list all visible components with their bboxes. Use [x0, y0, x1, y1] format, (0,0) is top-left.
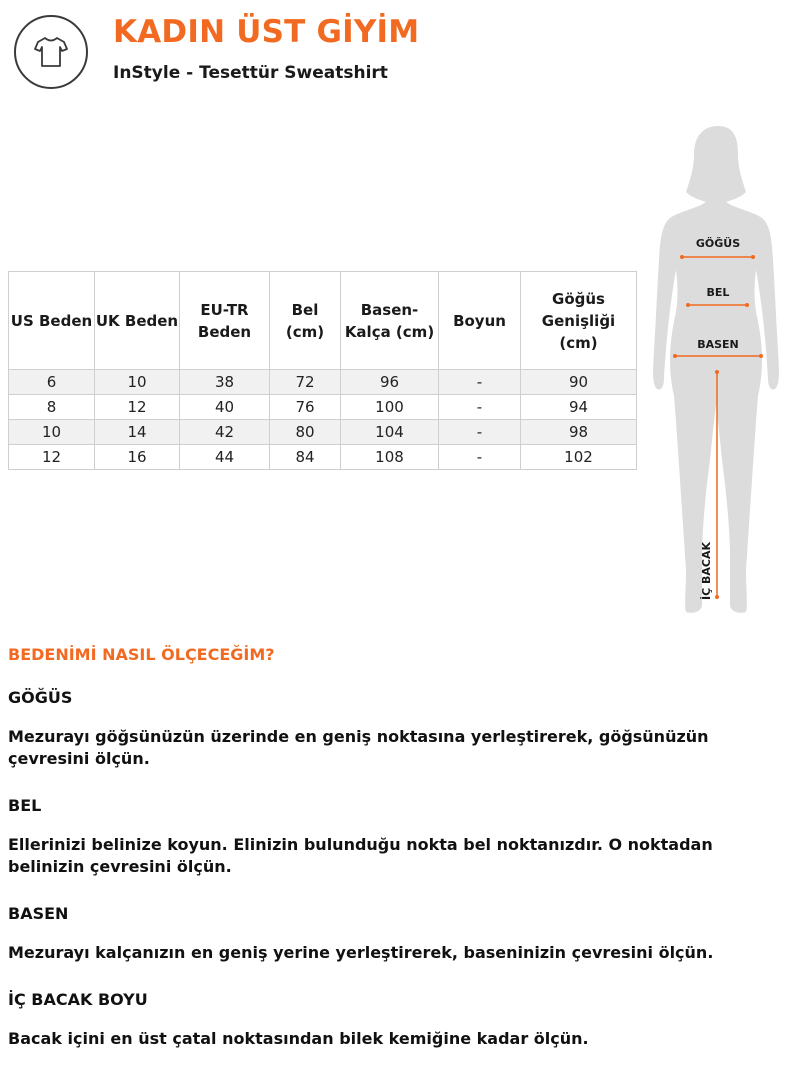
table-cell: 8: [9, 395, 95, 420]
chest-label: GÖĞÜS: [695, 237, 741, 250]
table-cell: 84: [270, 445, 341, 470]
size-table: [8, 271, 637, 470]
tshirt-icon: [33, 35, 69, 69]
table-cell: 80: [270, 420, 341, 445]
column-header: UK Beden: [95, 272, 180, 370]
table-cell: 40: [180, 395, 270, 420]
guide-label-waist: BEL: [8, 796, 42, 815]
guide-text-inseam: Bacak içini en üst çatal noktasından bilek kemiğine kadar ölçün.: [8, 1029, 589, 1048]
guide-label-chest: GÖĞÜS: [8, 688, 73, 707]
guide-label-inseam: İÇ BACAK BOYU: [8, 990, 148, 1009]
table-row: [9, 370, 637, 395]
table-header-row: [9, 272, 637, 370]
table-row: [9, 420, 637, 445]
column-header: EU-TR Beden: [180, 272, 270, 370]
body-silhouette-icon: [640, 120, 800, 625]
table-cell: 14: [95, 420, 180, 445]
table-row: [9, 395, 637, 420]
table-cell: 44: [180, 445, 270, 470]
header-icon-circle: [14, 15, 88, 89]
table-cell: 96: [341, 370, 439, 395]
table-cell: 76: [270, 395, 341, 420]
table-cell: 6: [9, 370, 95, 395]
table-cell: 16: [95, 445, 180, 470]
table-cell: 98: [521, 420, 637, 445]
table-cell: -: [439, 445, 521, 470]
table-cell: 10: [95, 370, 180, 395]
guide-text-waist: Ellerinizi belinize koyun. Elinizin bulunduğu nokta bel noktanızdır. O noktadan belinizin çevresini ölçün.: [8, 835, 713, 876]
table-cell: 12: [9, 445, 95, 470]
table-cell: -: [439, 370, 521, 395]
table-cell: 42: [180, 420, 270, 445]
waist-label: BEL: [706, 286, 730, 299]
table-cell: -: [439, 395, 521, 420]
guide-text-hip: Mezurayı kalçanızın en geniş yerine yerleştirerek, baseninizin çevresini ölçün.: [8, 943, 714, 962]
inseam-label: İÇ BACAK: [700, 541, 713, 600]
table-cell: 10: [9, 420, 95, 445]
table-cell: 90: [521, 370, 637, 395]
guide-text-chest: Mezurayı göğsünüzün üzerinde en geniş noktasına yerleştirerek, göğsünüzün çevresini ölçün.: [8, 727, 709, 768]
guide-heading: BEDENİMİ NASIL ÖLÇECEĞİM?: [8, 645, 275, 664]
table-row: [9, 445, 637, 470]
table-cell: 100: [341, 395, 439, 420]
guide-label-hip: BASEN: [8, 904, 69, 923]
column-header: Boyun: [439, 272, 521, 370]
table-cell: 108: [341, 445, 439, 470]
table-cell: 38: [180, 370, 270, 395]
column-header: US Beden: [9, 272, 95, 370]
hip-label: BASEN: [697, 338, 739, 351]
table-cell: 104: [341, 420, 439, 445]
body-measurement-figure: [640, 120, 800, 625]
table-cell: 12: [95, 395, 180, 420]
table-cell: 102: [521, 445, 637, 470]
product-subtitle: InStyle - Tesettür Sweatshirt: [113, 63, 388, 83]
measurement-guide: [8, 640, 792, 1071]
table-cell: 72: [270, 370, 341, 395]
column-header: Göğüs Genişliği (cm): [521, 272, 637, 370]
table-cell: -: [439, 420, 521, 445]
table-cell: 94: [521, 395, 637, 420]
column-header: Bel (cm): [270, 272, 341, 370]
column-header: Basen-Kalça (cm): [341, 272, 439, 370]
page-title: KADIN ÜST GİYİM: [113, 14, 420, 50]
